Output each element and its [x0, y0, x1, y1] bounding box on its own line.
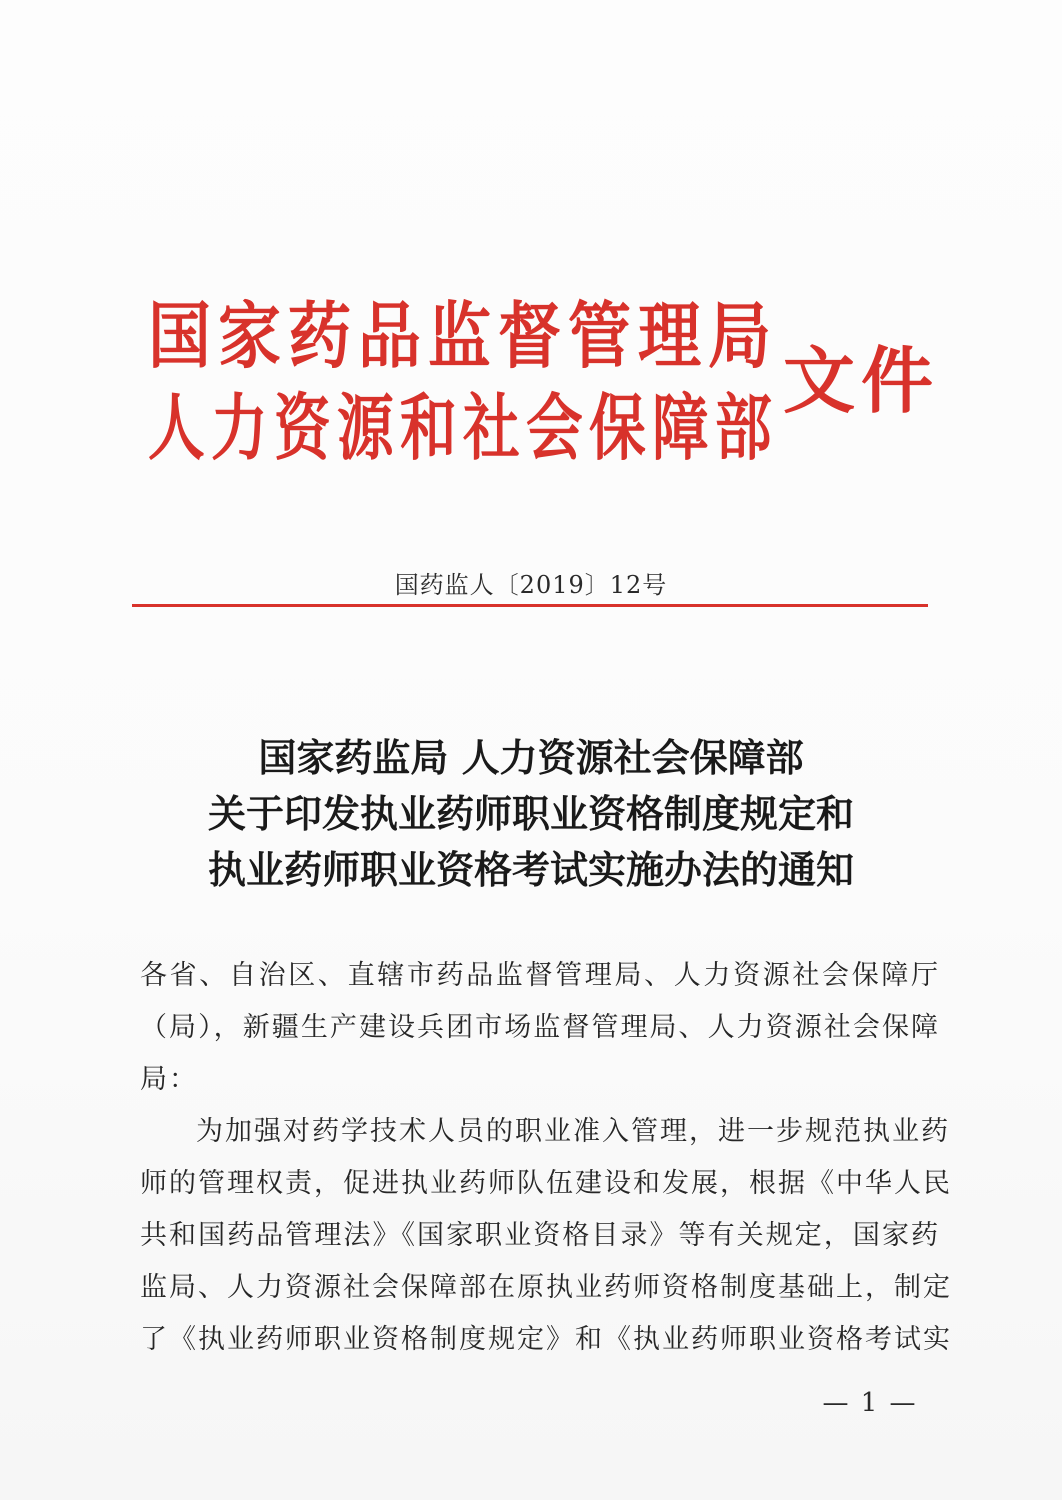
paragraph-line: 共和国药品管理法》《国家职业资格目录》等有关规定，国家药 [140, 1220, 940, 1251]
addressee-line: （局），新疆生产建设兵团市场监督管理局、人力资源社会保障 [140, 1012, 940, 1043]
issuer-name-nmpa: 国家药品监督管理局 [148, 293, 779, 378]
addressee-line: 局： [140, 1064, 198, 1095]
issuer-name-mohrss: 人力资源和社会保障部 [148, 385, 779, 470]
page-number: — 1 — [822, 1388, 918, 1418]
title-line-1: 国家药监局 人力资源社会保障部 [258, 735, 804, 780]
addressee-line: 各省、自治区、直辖市药品监督管理局、人力资源社会保障厅 [140, 960, 940, 991]
paragraph-line: 监局、人力资源社会保障部在原执业药师资格制度基础上，制定 [140, 1272, 952, 1303]
document-number: 国药监人〔2019〕12号 [394, 571, 668, 599]
document-type-label: 文件 [783, 338, 940, 423]
title-line-3: 执业药师职业资格考试实施办法的通知 [207, 847, 854, 892]
paragraph-line: 为加强对药学技术人员的职业准入管理，进一步规范执业药 [196, 1116, 950, 1147]
document-title [0, 730, 1062, 898]
paragraph-line: 了《执业药师职业资格制度规定》和《执业药师职业资格考试实 [140, 1324, 952, 1355]
red-divider-line [132, 604, 928, 607]
document-body [140, 950, 952, 1366]
paragraph-line: 师的管理权责，促进执业药师队伍建设和发展，根据《中华人民 [140, 1168, 952, 1199]
title-line-2: 关于印发执业药师职业资格制度规定和 [207, 791, 854, 836]
